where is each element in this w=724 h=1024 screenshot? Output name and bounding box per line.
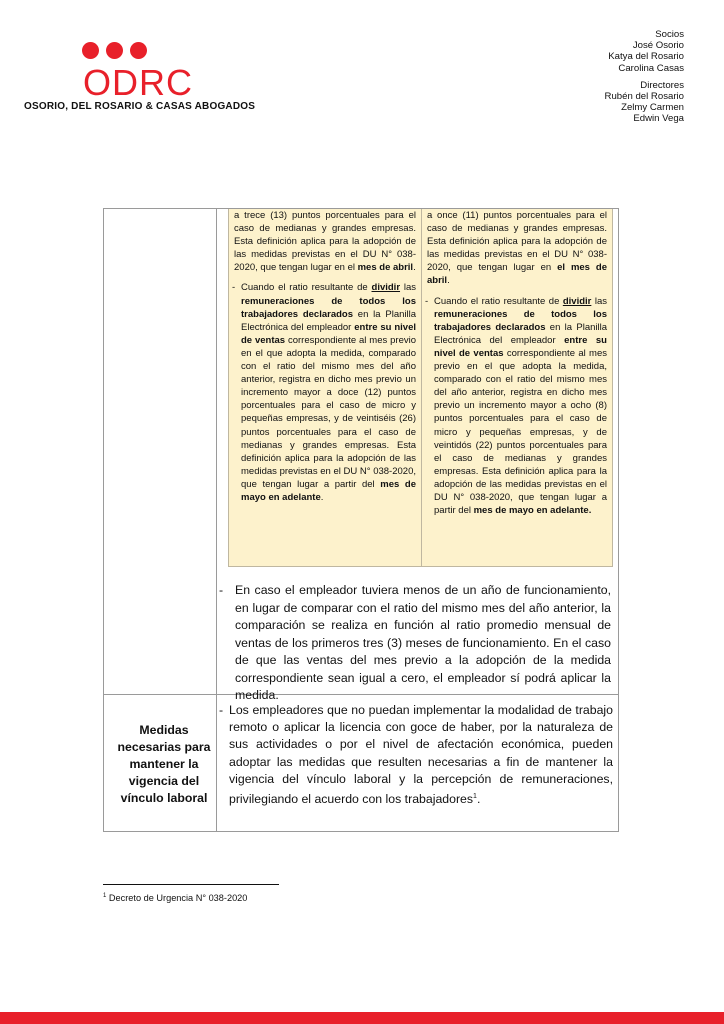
logo-dot bbox=[106, 42, 123, 59]
logo-text: ODRC bbox=[83, 62, 193, 103]
comparison-right-cell bbox=[427, 209, 607, 524]
footnote-ref[interactable]: 1 bbox=[473, 793, 477, 801]
firm-name: OSORIO, DEL ROSARIO & CASAS ABOGADOS bbox=[24, 101, 256, 112]
director-name: Zelmy Carmen bbox=[621, 102, 684, 114]
comparison-table bbox=[228, 209, 613, 567]
left-bullet: - Cuando el ratio resultante de dividir las remuneraciones de todos los trabajadores declarados en la Planilla Electrónica del empleador entre su nivel de ventas correspondiente al mes previo en el que adopta la medida, comparado con el ratio del mismo mes del año anterior, registra en dicho mes previo un incremento mayor a doce (12) puntos porcentuales para el caso de micro y pequeñas empresas, y de veintiséis (26) puntos porcentuales para el caso de medianas y grandes empresas. Esta definición aplica para la adopción de las medidas previstas en el DU N° 038-2020, que tengan lugar a partir del mes de mayo en adelante. bbox=[232, 282, 417, 503]
row-label: Medidas necesarias para mantener la vigencia del vínculo laboral bbox=[117, 723, 211, 805]
socio-name: Katya del Rosario bbox=[608, 51, 684, 63]
right-paragraph-1: a once (11) puntos porcentuales para el caso de medianas y grandes empresas. Esta definición aplica para la adopción de las medidas previstas en el DU N° 038-2020, que tengan lugar en el mes de abril. bbox=[427, 210, 607, 287]
socio-name: José Osorio bbox=[632, 40, 684, 52]
logo-dot bbox=[130, 42, 147, 59]
left-paragraph-1: a trece (13) puntos porcentuales para el caso de medianas y grandes empresas. Esta definición aplica para la adopción de las medidas previstas en el DU N° 038-2020, que tengan lugar en el mes de abril. bbox=[234, 210, 416, 274]
footnote-separator bbox=[103, 884, 279, 885]
column-divider bbox=[216, 209, 217, 831]
director-name: Rubén del Rosario bbox=[604, 91, 684, 103]
content-table bbox=[103, 208, 619, 832]
directores-title: Directores bbox=[640, 79, 684, 91]
comparison-left-cell bbox=[234, 209, 416, 511]
socio-name: Carolina Casas bbox=[618, 62, 684, 74]
partners-block bbox=[605, 29, 684, 125]
footer-bar bbox=[0, 1012, 724, 1024]
footnote: $^1$ Decreto de Urgencia N° 038-2020 bbox=[103, 893, 248, 904]
right-bullet: - Cuando el ratio resultante de dividir las remuneraciones de todos los trabajadores declarados en la Planilla Electrónica del empleador entre su nivel de ventas correspondiente al mes previo en el que adopta la medida, comparado con el ratio del mismo mes del año anterior, registra en dicho mes previo un incremento mayor a ocho (8) puntos porcentuales para el caso de micro y pequeñas empresas, y de veintidós (22) puntos porcentuales para el caso de medianas y grandes empresas. Esta definición aplica para la adopción de las medidas previstas en el DU N° 038-2020, que tengan lugar a partir del mes de mayo en adelante. bbox=[425, 295, 608, 517]
logo-dots bbox=[82, 42, 147, 59]
row-paragraph: - Los empleadores que no puedan implementar la modalidad de trabajo remoto o aplicar la licencia con goce de haber, por la naturaleza de sus actividades o por el nivel de afectación económica, pueden adoptar las medidas que resulten necesarias a fin de mantener la vigencia del vínculo laboral y la percepción de remuneraciones, privilegiando el acuerdo con los trabajadores$^1$. bbox=[219, 703, 613, 807]
socios-title: Socios bbox=[655, 29, 684, 40]
logo-dot bbox=[82, 42, 99, 59]
comparison-divider bbox=[421, 209, 422, 566]
director-name: Edwin Vega bbox=[633, 113, 684, 125]
main-paragraph: - En caso el empleador tuviera menos de un año de funcionamiento, en lugar de comparar con el ratio del mismo mes del año anterior, la comparación se realiza en función al ratio promedio mensual de ventas de los primeros tres (3) meses de funcionamiento. En el caso de que las ventas del mes previo a la adopción de la medida correspondiente sean igual a cero, el empleador sí podrá aplicar la medida. bbox=[219, 583, 611, 702]
